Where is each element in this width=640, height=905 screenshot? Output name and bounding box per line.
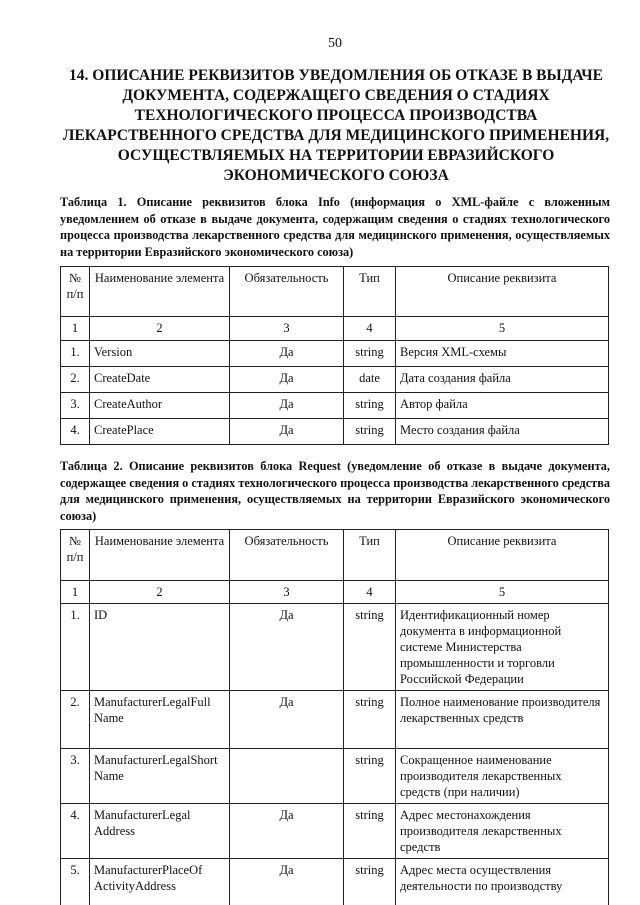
cell-type: string [344, 341, 396, 367]
cell-description: Автор файла [396, 393, 609, 419]
cell-type: string [344, 604, 396, 691]
cell-name: ManufacturerLegal Address [90, 804, 230, 859]
cell-description: Версия XML-схемы [396, 341, 609, 367]
table-row [61, 859, 609, 905]
cell-num: 2. [61, 691, 90, 749]
cell-required [230, 749, 344, 804]
cell-type: string [344, 691, 396, 749]
table-row [61, 419, 609, 445]
cell-description: Сокращенное наименование производителя лекарственных средств (при наличии) [396, 749, 609, 804]
cell-required: 3 [230, 581, 344, 604]
table-row [61, 604, 609, 691]
cell-num: № п/п [61, 530, 90, 581]
cell-description: 5 [396, 581, 609, 604]
cell-num: 1. [61, 604, 90, 691]
cell-num: № п/п [61, 267, 90, 317]
cell-name: Наименование элемента [90, 530, 230, 581]
cell-type: 4 [344, 317, 396, 341]
cell-name: Version [90, 341, 230, 367]
cell-num: 5. [61, 859, 90, 905]
cell-required: 3 [230, 317, 344, 341]
cell-type: string [344, 859, 396, 905]
cell-required: Да [230, 367, 344, 393]
cell-name: ManufacturerLegalFull Name [90, 691, 230, 749]
cell-description: Описание реквизита [396, 267, 609, 317]
cell-name: Наименование элемента [90, 267, 230, 317]
section-heading: 14. ОПИСАНИЕ РЕКВИЗИТОВ УВЕДОМЛЕНИЯ ОБ ОТКАЗЕ В ВЫДАЧЕ ДОКУМЕНТА, СОДЕРЖАЩЕГО СВЕДЕНИЯ О СТАДИЯХ ТЕХНОЛОГИЧЕСКОГО ПРОЦЕССА ПРОИЗВОДСТВА ЛЕКАРСТВЕННОГО СРЕДСТВА ДЛЯ МЕДИЦИНСКОГО ПРИМЕНЕНИЯ, ОСУЩЕСТВЛЯЕМЫХ НА ТЕРРИТОРИИ ЕВРАЗИЙСКОГО ЭКОНОМИЧЕСКОГО СОЮЗА [62, 67, 610, 184]
column-number-row [61, 581, 609, 604]
cell-description: Идентификационный номер документа в информационной системе Министерства промышленности и торговли Российской Федерации [396, 604, 609, 691]
table-row [61, 367, 609, 393]
cell-type: string [344, 419, 396, 445]
table2-caption: Таблица 2. Описание реквизитов блока Request (уведомление об отказе в выдаче документа, содержащее сведения о стадиях технологического процесса производства лекарственного средства для медицинского применения, осуществляемых на территории Евразийского экономического союза) [60, 459, 610, 523]
cell-description: Полное наименование производителя лекарственных средств [396, 691, 609, 749]
cell-type: Тип [344, 267, 396, 317]
cell-num: 2. [61, 367, 90, 393]
table-row [61, 341, 609, 367]
cell-required: Обязательность [230, 267, 344, 317]
cell-required: Да [230, 604, 344, 691]
cell-name: CreateDate [90, 367, 230, 393]
cell-num: 4. [61, 419, 90, 445]
table2 [60, 529, 609, 905]
column-number-row [61, 317, 609, 341]
cell-type: string [344, 393, 396, 419]
header-row [61, 267, 609, 317]
table-row [61, 691, 609, 749]
cell-num: 1 [61, 317, 90, 341]
cell-required: Да [230, 419, 344, 445]
header-row [61, 530, 609, 581]
cell-description: 5 [396, 317, 609, 341]
cell-type: string [344, 749, 396, 804]
cell-num: 3. [61, 749, 90, 804]
cell-num: 3. [61, 393, 90, 419]
table1-caption: Таблица 1. Описание реквизитов блока Info (информация о XML-файле с вложенным уведомлением об отказе в выдаче документа, содержащим сведения о стадиях технологического процесса производства лекарственного средства для медицинского применения, осуществляемых на территории Евразийского экономического союза) [60, 195, 610, 259]
cell-name: ManufacturerPlaceOf ActivityAddress [90, 859, 230, 905]
cell-required: Да [230, 393, 344, 419]
cell-num: 1. [61, 341, 90, 367]
cell-required: Да [230, 804, 344, 859]
cell-name: ID [90, 604, 230, 691]
table-row [61, 749, 609, 804]
cell-num: 4. [61, 804, 90, 859]
cell-name: 2 [90, 581, 230, 604]
cell-description: Место создания файла [396, 419, 609, 445]
cell-required: Да [230, 341, 344, 367]
cell-name: CreateAuthor [90, 393, 230, 419]
cell-type: Тип [344, 530, 396, 581]
table-row [61, 393, 609, 419]
cell-num: 1 [61, 581, 90, 604]
cell-description: Адрес места осуществления деятельности по производству [396, 859, 609, 905]
cell-type: string [344, 804, 396, 859]
cell-required: Да [230, 691, 344, 749]
cell-description: Описание реквизита [396, 530, 609, 581]
cell-required: Обязательность [230, 530, 344, 581]
table-row [61, 804, 609, 859]
cell-type: 4 [344, 581, 396, 604]
cell-required: Да [230, 859, 344, 905]
cell-name: 2 [90, 317, 230, 341]
cell-description: Дата создания файла [396, 367, 609, 393]
table1 [60, 266, 609, 445]
page-number: 50 [328, 36, 342, 51]
cell-type: date [344, 367, 396, 393]
cell-name: ManufacturerLegalShort Name [90, 749, 230, 804]
cell-description: Адрес местонахождения производителя лекарственных средств [396, 804, 609, 859]
cell-name: CreatePlace [90, 419, 230, 445]
